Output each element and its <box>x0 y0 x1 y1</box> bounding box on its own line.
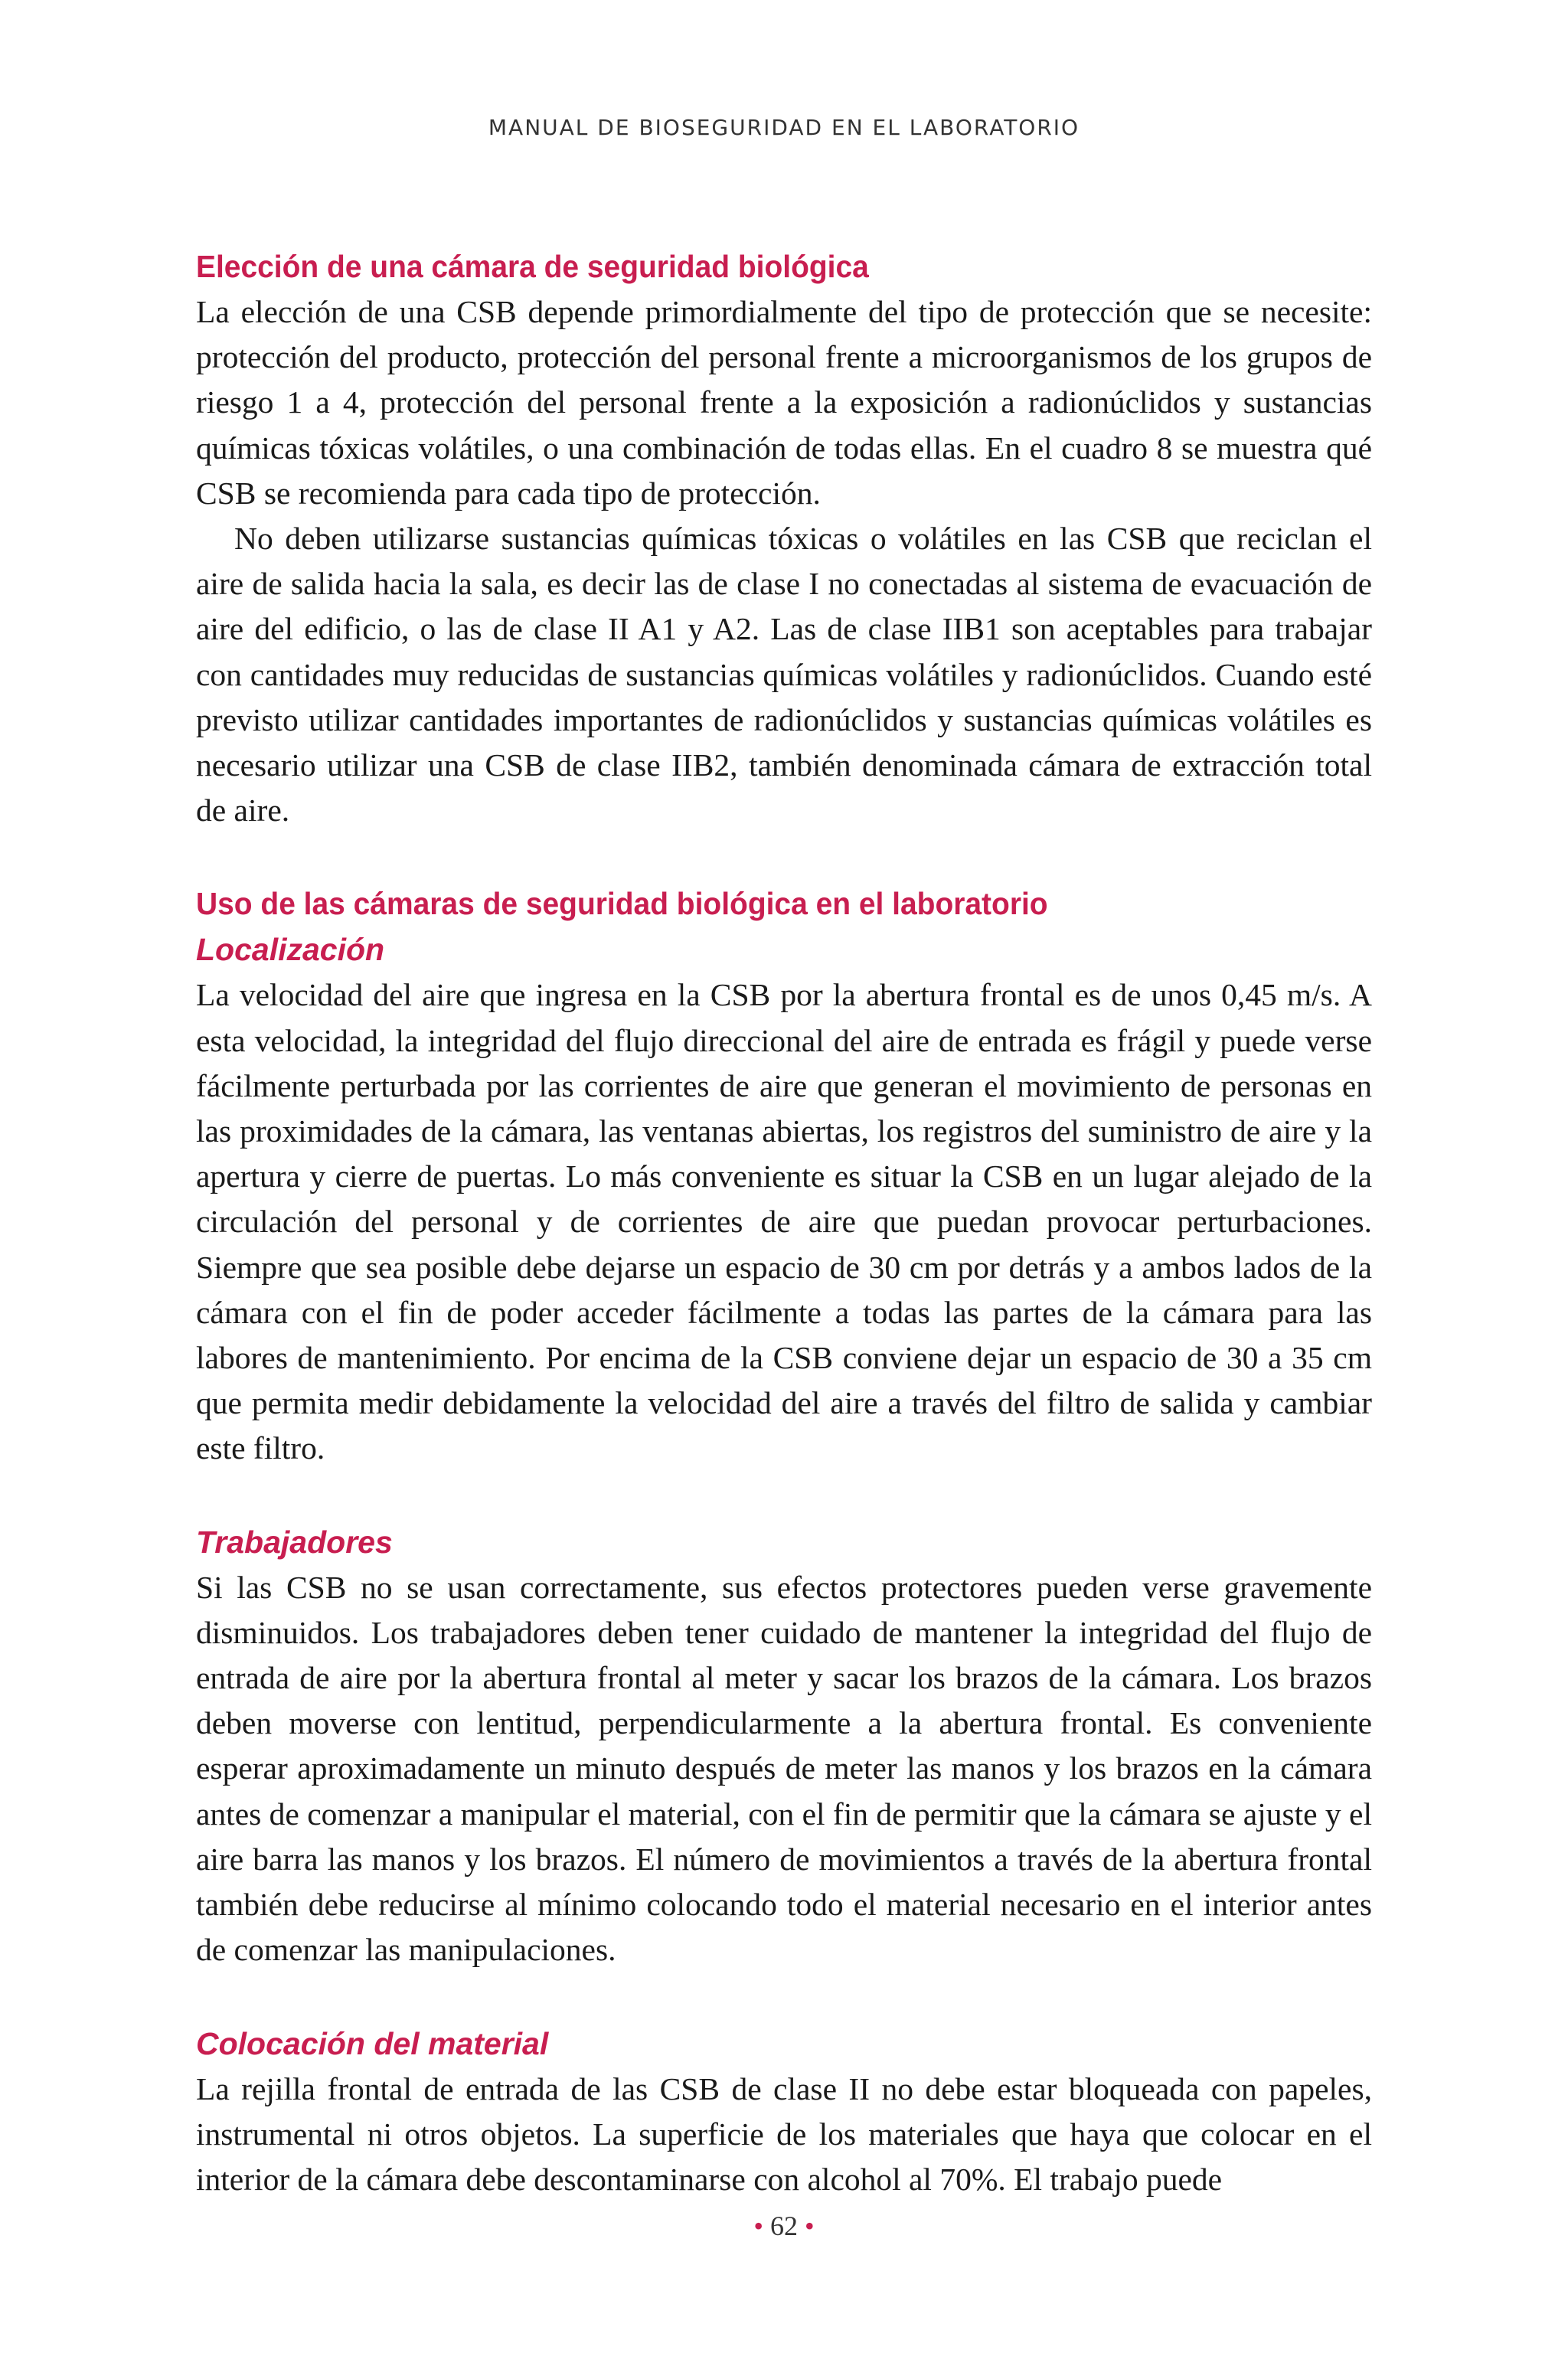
paragraph-localizacion: La velocidad del aire que ingresa en la CSB por la abertura frontal es de unos 0,45 m/s. A esta velocidad, la integridad del flujo direccional del aire de entrada es frágil y puede verse fácilmente perturbada por las corrientes de aire que generan el movimiento de personas en las proximidades de la cámara, las ventanas abiertas, los registros del suministro de aire y la apertura y cierre de puertas. Lo más conveniente es situar la CSB en un lugar alejado de la circulación del personal y de corrientes de aire que puedan provocar perturbaciones. Siempre que sea posible debe dejarse un espacio de 30 cm por detrás y a ambos lados de la cámara con el fin de poder acceder fácilmente a todas las partes de la cámara para las labores de mantenimiento. Por encima de la CSB conviene dejar un espacio de 30 a 35 cm que permita medir debidamente la velocidad del aire a través del filtro de salida y cambiar este filtro. <box>196 977 1372 1466</box>
paragraph-eleccion-2: No deben utilizarse sustancias químicas tóxicas o volátiles en las CSB que reciclan el aire de salida hacia la sala, es decir las de clase I no conectadas al sistema de evacuación de aire del edificio, o las de clase II A1 y A2. Las de clase IIB1 son aceptables para trabajar con cantidades muy reducidas de sustancias químicas volátiles y radionúclidos. Cuando esté previsto utilizar cantidades importantes de radionúclidos y sustancias químicas volátiles es necesario utilizar una CSB de clase IIB2, también denominada cámara de extracción total de aire. <box>196 521 1372 828</box>
running-head: MANUAL DE BIOSEGURIDAD EN EL LABORATORIO <box>488 115 1080 140</box>
subsection-title-localizacion: Localización <box>196 932 385 968</box>
bullet-left: • <box>753 2211 763 2241</box>
subsection-spacer <box>196 1973 1372 2021</box>
paragraph-trabajadores: Si las CSB no se usan correctamente, sus efectos protectores pueden verse gravemente disminuidos. Los trabajadores deben tener cuidado de mantener la integridad del flujo de entrada de aire por la abertura frontal al meter y sacar los brazos de la cámara. Los brazos deben moverse con lentitud, perpendicularmente a la abertura frontal. Es conveniente esperar aproximadamente un minuto después de meter las manos y los brazos en la cámara antes de comenzar a manipular el material, con el fin de permitir que la cámara se ajuste y el aire barra las manos y los brazos. El número de movimientos a través de la abertura frontal también debe reducirse al mínimo colocando todo el material necesario en el interior antes de comenzar las manipulaciones. <box>196 1569 1372 1968</box>
section-title-eleccion: Elección de una cámara de seguridad biológica <box>196 249 869 284</box>
page-number <box>0 2210 1568 2242</box>
bullet-right: • <box>805 2211 815 2241</box>
subsection-title-trabajadores: Trabajadores <box>196 1524 393 1560</box>
paragraph-eleccion-1: La elección de una CSB depende primordialmente del tipo de protección que se necesite: protección del producto, protección del personal frente a microorganismos de los grupos de riesgo 1 a 4, protección del personal frente a la exposición a radionúclidos y sustancias químicas tóxicas volátiles, o una combinación de todas ellas. En el cuadro 8 se muestra qué CSB se recomienda para cada tipo de protección. <box>196 294 1372 511</box>
page-number-value: 62 <box>770 2211 798 2241</box>
section-title-uso: Uso de las cámaras de seguridad biológica en el laboratorio <box>196 886 1048 922</box>
subsection-spacer <box>196 1472 1372 1519</box>
page-content <box>196 243 1372 2202</box>
paragraph-colocacion: La rejilla frontal de entrada de las CSB de clase II no debe estar bloqueada con papeles, instrumental ni otros objetos. La superficie de los materiales que haya que colocar en el interior de la cámara debe descontaminarse con alcohol al 70%. El trabajo puede <box>196 2070 1372 2197</box>
subsection-title-colocacion: Colocación del material <box>196 2025 549 2061</box>
section-spacer <box>196 833 1372 881</box>
